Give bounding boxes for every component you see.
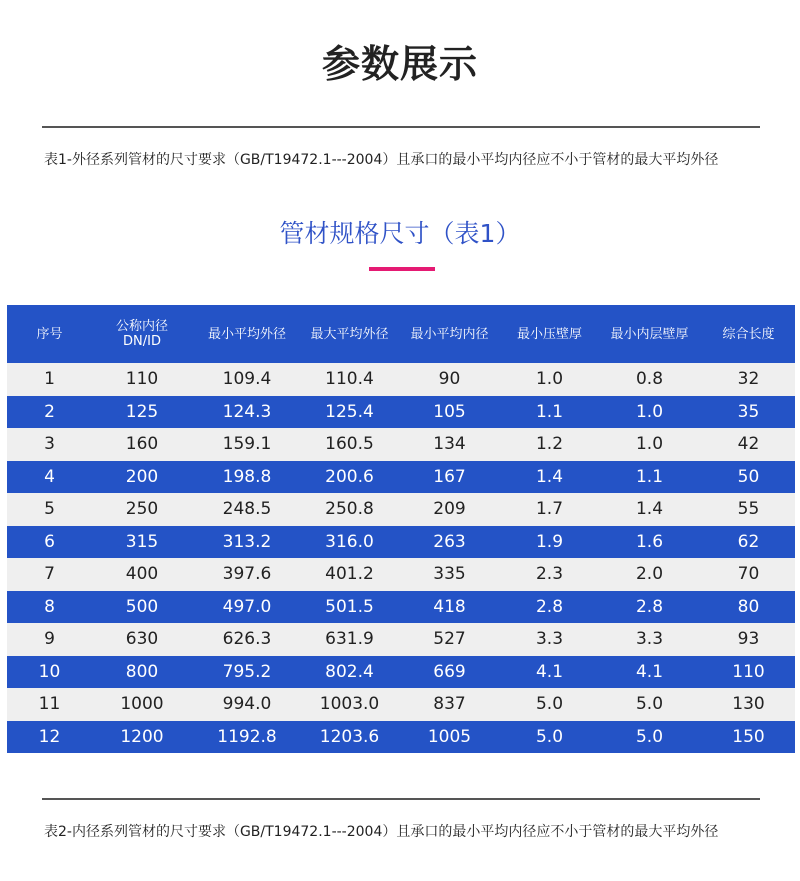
table-cell: 630 (125, 629, 159, 650)
table-cell: 1.7 (535, 499, 564, 520)
header-cell: 最小压壁厚 (516, 326, 582, 342)
table-body (7, 363, 795, 753)
table-cell: 631.9 (325, 629, 374, 650)
table-cell: 400 (125, 564, 159, 585)
table-cell: 110 (125, 369, 159, 390)
table-cell: 3.3 (535, 629, 564, 650)
table-row (7, 493, 795, 526)
table-cell: 2.0 (635, 564, 664, 585)
table-cell: 1.0 (635, 434, 664, 455)
table-title: 管材规格尺寸（表1） (279, 219, 521, 248)
table-cell: 1.0 (535, 369, 564, 390)
table-cell: 125.4 (325, 401, 374, 422)
table-cell: 313.2 (222, 531, 272, 552)
table-cell: 11 (38, 694, 61, 715)
header-cell: 序号 (36, 326, 63, 342)
table-cell: 1192.8 (217, 726, 277, 747)
header-cell: 综合长度 (722, 326, 775, 342)
table-cell: 1.1 (635, 466, 664, 487)
table-row (7, 591, 795, 624)
table-cell: 167 (433, 466, 466, 487)
table-cell: 5.0 (635, 726, 664, 747)
table-row (7, 656, 795, 689)
table-cell: 159.1 (222, 434, 272, 455)
table-cell: 124.3 (222, 401, 272, 422)
table-cell: 1003.0 (319, 694, 380, 715)
table-cell: 62 (737, 531, 760, 552)
divider (42, 798, 760, 800)
table-cell: 109.4 (222, 369, 272, 390)
table-cell: 4 (44, 466, 55, 487)
table-cell: 418 (433, 596, 466, 617)
table-cell: 7 (44, 564, 55, 585)
table-cell: 200.6 (325, 466, 374, 487)
table-cell: 198.8 (222, 466, 272, 487)
table-cell: 994.0 (222, 694, 272, 715)
table-cell: 10 (38, 661, 61, 682)
table-cell: 80 (737, 596, 760, 617)
table-cell: 209 (433, 499, 466, 520)
table-cell: 527 (433, 629, 466, 650)
table-cell: 35 (737, 401, 760, 422)
table-cell: 1005 (427, 726, 472, 747)
divider (42, 126, 760, 128)
table-cell: 316.0 (325, 531, 374, 552)
table-cell: 160 (125, 434, 159, 455)
table-cell: 497.0 (222, 596, 272, 617)
page-title: 参数展示 (321, 42, 478, 86)
table-row (7, 623, 795, 656)
table-cell: 1 (44, 369, 55, 390)
table-cell: 93 (737, 629, 760, 650)
header-cell: 最小内层壁厚 (610, 326, 689, 342)
table-cell: 401.2 (325, 564, 374, 585)
table-cell: 5.0 (535, 694, 564, 715)
table-cell: 42 (737, 434, 760, 455)
table-cell: 160.5 (325, 434, 374, 455)
table-cell: 1200 (120, 726, 164, 747)
table-cell: 1.4 (535, 466, 564, 487)
table-cell: 248.5 (222, 499, 272, 520)
title-underline (369, 267, 435, 271)
table-cell: 9 (44, 629, 55, 650)
table-header (7, 305, 795, 363)
table-cell: 1.9 (535, 531, 564, 552)
table-row (7, 461, 795, 494)
table-cell: 70 (737, 564, 760, 585)
table-cell: 32 (737, 369, 760, 390)
table2-note: 表2-内径系列管材的尺寸要求（GB/T19472.1---2004）且承口的最小平均内径应不小于管材的最大平均外径 (44, 824, 719, 840)
table-cell: 5.0 (635, 694, 664, 715)
table-cell: 669 (433, 661, 466, 682)
table-cell: 250.8 (325, 499, 374, 520)
table-cell: 134 (433, 434, 466, 455)
table-cell: 150 (732, 726, 765, 747)
table-cell: 2.8 (635, 596, 664, 617)
table-cell: 12 (38, 726, 61, 747)
table-cell: 4.1 (535, 661, 564, 682)
table-cell: 110.4 (325, 369, 374, 390)
table-cell: 1.4 (635, 499, 664, 520)
table-cell: 130 (732, 694, 765, 715)
table-cell: 55 (737, 499, 760, 520)
table-cell: 795.2 (222, 661, 272, 682)
table-cell: 125 (125, 401, 159, 422)
header-cell: 最小平均外径 (207, 326, 286, 342)
table-cell: 1.6 (635, 531, 664, 552)
table-cell: 5 (44, 499, 55, 520)
table-cell: 802.4 (325, 661, 374, 682)
table-cell: 2.3 (535, 564, 564, 585)
table-cell: 5.0 (535, 726, 564, 747)
table-cell: 626.3 (222, 629, 272, 650)
spec-table (7, 305, 795, 753)
table-cell: 6 (44, 531, 55, 552)
table1-note: 表1-外径系列管材的尺寸要求（GB/T19472.1---2004）且承口的最小平均内径应不小于管材的最大平均外径 (44, 152, 719, 168)
table-row (7, 721, 795, 754)
table-cell: 837 (433, 694, 466, 715)
table-cell: 50 (737, 466, 760, 487)
table-cell: 110 (732, 661, 765, 682)
table-cell: 2 (44, 401, 55, 422)
table-row (7, 558, 795, 591)
table-row (7, 396, 795, 429)
table-cell: 1.2 (535, 434, 564, 455)
table-row (7, 688, 795, 721)
table-cell: 8 (44, 596, 55, 617)
table-cell: 501.5 (325, 596, 374, 617)
table-cell: 1203.6 (319, 726, 380, 747)
table-cell: 335 (433, 564, 466, 585)
table-row (7, 363, 795, 396)
table-cell: 2.8 (535, 596, 564, 617)
table-cell: 263 (433, 531, 466, 552)
table-cell: 315 (125, 531, 159, 552)
table-cell: 105 (433, 401, 466, 422)
table-cell: 1000 (120, 694, 164, 715)
table-cell: 3.3 (635, 629, 664, 650)
table-cell: 0.8 (635, 369, 664, 390)
table-cell: 4.1 (635, 661, 664, 682)
table-row (7, 526, 795, 559)
table-cell: 397.6 (222, 564, 272, 585)
table-cell: 1.1 (535, 401, 564, 422)
table-cell: 3 (44, 434, 55, 455)
header-cell: 最小平均内径 (410, 326, 489, 342)
table-cell: 250 (125, 499, 159, 520)
table-cell: 90 (438, 369, 461, 390)
table-cell: 1.0 (635, 401, 664, 422)
table-cell: 800 (125, 661, 159, 682)
header-cell: 公称内径 DN/ID (115, 319, 168, 349)
table-row (7, 428, 795, 461)
table-cell: 500 (125, 596, 159, 617)
header-cell: 最大平均外径 (310, 326, 389, 342)
table-cell: 200 (125, 466, 159, 487)
